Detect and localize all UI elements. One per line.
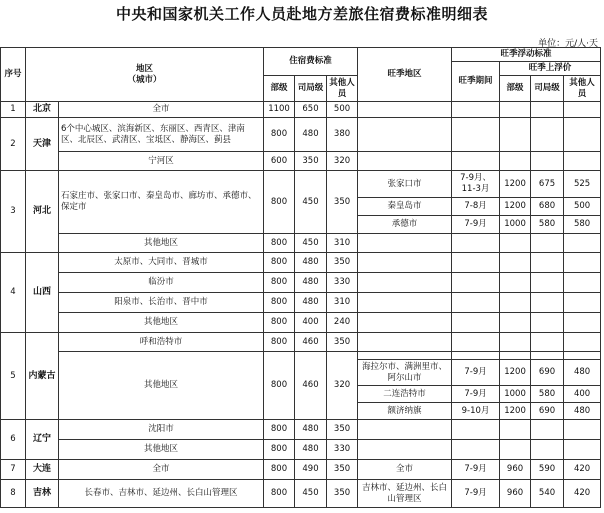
minister-rate: 800 (264, 440, 295, 460)
table-row (1, 171, 601, 198)
other-rate: 350 (327, 171, 358, 234)
area: 全市 (59, 102, 264, 118)
row-seq: 5 (1, 333, 26, 420)
peak-region: 吉林市、延边州、长白山管理区 (358, 480, 452, 508)
peak-minister (500, 352, 531, 360)
area: 石家庄市、张家口市、秦皇岛市、廊坊市、承德市、保定市 (59, 171, 264, 234)
header-peak-upper: 旺季上浮价 (500, 62, 601, 76)
area: 太原市、大同市、晋城市 (59, 253, 264, 273)
other-rate: 240 (327, 313, 358, 333)
other-rate: 350 (327, 420, 358, 440)
peak-minister (500, 440, 531, 460)
peak-region: 海拉尔市、满洲里市、阿尔山市 (358, 360, 452, 386)
table-row (1, 152, 601, 171)
peak-bureau (531, 293, 564, 313)
peak-other: 480 (564, 360, 601, 386)
peak-period (452, 440, 500, 460)
peak-period: 7-9月 (452, 360, 500, 386)
peak-other (564, 333, 601, 352)
peak-minister (500, 118, 531, 152)
header-minister: 部级 (264, 76, 295, 102)
peak-minister (500, 313, 531, 333)
peak-minister: 1200 (500, 198, 531, 216)
minister-rate: 800 (264, 253, 295, 273)
table-row (1, 333, 601, 352)
peak-region: 张家口市 (358, 171, 452, 198)
minister-rate: 800 (264, 460, 295, 480)
peak-region (358, 118, 452, 152)
peak-minister (500, 234, 531, 253)
table-row (1, 293, 601, 313)
bureau-rate: 480 (295, 440, 327, 460)
other-rate: 350 (327, 333, 358, 352)
peak-other: 580 (564, 216, 601, 234)
bureau-rate: 480 (295, 118, 327, 152)
bureau-rate: 400 (295, 313, 327, 333)
peak-bureau: 590 (531, 460, 564, 480)
peak-bureau (531, 420, 564, 440)
row-seq: 3 (1, 171, 26, 253)
peak-other: 480 (564, 403, 601, 420)
peak-other (564, 313, 601, 333)
peak-region: 承德市 (358, 216, 452, 234)
peak-region (358, 313, 452, 333)
table-row (1, 118, 601, 152)
province: 北京 (26, 102, 59, 118)
peak-region (358, 253, 452, 273)
bureau-rate: 450 (295, 234, 327, 253)
peak-other (564, 440, 601, 460)
table-row (1, 234, 601, 253)
peak-period: 7-9月、11-3月 (452, 171, 500, 198)
peak-period: 9-10月 (452, 403, 500, 420)
peak-minister (500, 333, 531, 352)
province: 天津 (26, 118, 59, 171)
peak-minister (500, 293, 531, 313)
peak-region: 额济纳旗 (358, 403, 452, 420)
area: 其他地区 (59, 440, 264, 460)
peak-region (358, 420, 452, 440)
peak-other (564, 102, 601, 118)
other-rate: 350 (327, 480, 358, 508)
table-row (1, 253, 601, 273)
peak-other (564, 420, 601, 440)
row-seq: 8 (1, 480, 26, 508)
peak-period (452, 253, 500, 273)
area: 阳泉市、长治市、晋中市 (59, 293, 264, 313)
peak-minister: 1200 (500, 360, 531, 386)
peak-bureau: 680 (531, 198, 564, 216)
peak-bureau (531, 352, 564, 360)
header-p-minister: 部级 (500, 76, 531, 102)
peak-bureau (531, 152, 564, 171)
peak-other (564, 352, 601, 360)
other-rate: 320 (327, 152, 358, 171)
other-rate: 330 (327, 440, 358, 460)
header-peak-period: 旺季期间 (452, 62, 500, 102)
peak-period (452, 152, 500, 171)
peak-bureau: 690 (531, 360, 564, 386)
header-p-bureau: 司局级 (531, 76, 564, 102)
bureau-rate: 490 (295, 460, 327, 480)
header-region-sub: （城市） (127, 74, 162, 85)
minister-rate: 800 (264, 118, 295, 152)
peak-other: 420 (564, 480, 601, 508)
peak-minister (500, 253, 531, 273)
header-region-label: 地区 (136, 63, 154, 74)
peak-other (564, 234, 601, 253)
area: 临汾市 (59, 273, 264, 293)
header-bureau: 司局级 (295, 76, 327, 102)
minister-rate: 800 (264, 293, 295, 313)
area: 呼和浩特市 (59, 333, 264, 352)
peak-minister: 1200 (500, 403, 531, 420)
header-region (26, 48, 264, 102)
peak-period (452, 118, 500, 152)
minister-rate: 800 (264, 352, 295, 420)
peak-bureau (531, 253, 564, 273)
peak-region (358, 293, 452, 313)
peak-other: 525 (564, 171, 601, 198)
bureau-rate: 350 (295, 152, 327, 171)
area: 6个中心城区、滨海新区、东丽区、西青区、津南区、北辰区、武清区、宝坻区、静海区、蓟县 (59, 118, 264, 152)
peak-other (564, 293, 601, 313)
peak-other (564, 152, 601, 171)
other-rate: 500 (327, 102, 358, 118)
province: 河北 (26, 171, 59, 253)
table-row (1, 313, 601, 333)
peak-bureau (531, 313, 564, 333)
peak-minister: 1000 (500, 216, 531, 234)
row-seq: 1 (1, 102, 26, 118)
bureau-rate: 480 (295, 420, 327, 440)
other-rate: 330 (327, 273, 358, 293)
peak-period (452, 352, 500, 360)
peak-bureau (531, 234, 564, 253)
peak-bureau (531, 333, 564, 352)
peak-minister (500, 102, 531, 118)
bureau-rate: 460 (295, 333, 327, 352)
table-row (1, 420, 601, 440)
unit-label: 单位：元/人·天 (538, 39, 598, 49)
peak-region (358, 273, 452, 293)
peak-period: 7-9月 (452, 386, 500, 403)
bureau-rate: 450 (295, 171, 327, 234)
header-peak-float: 旺季浮动标准 (452, 48, 601, 62)
row-seq: 7 (1, 460, 26, 480)
header-seq: 序号 (1, 48, 26, 102)
bureau-rate: 480 (295, 293, 327, 313)
peak-bureau: 675 (531, 171, 564, 198)
province: 大连 (26, 460, 59, 480)
area: 其他地区 (59, 313, 264, 333)
peak-period (452, 333, 500, 352)
minister-rate: 800 (264, 420, 295, 440)
peak-region: 全市 (358, 460, 452, 480)
peak-region (358, 102, 452, 118)
peak-region (358, 234, 452, 253)
bureau-rate: 650 (295, 102, 327, 118)
peak-region (358, 152, 452, 171)
province: 内蒙古 (26, 333, 59, 420)
peak-period (452, 420, 500, 440)
peak-region (358, 440, 452, 460)
minister-rate: 1100 (264, 102, 295, 118)
minister-rate: 800 (264, 171, 295, 234)
table-row (1, 102, 601, 118)
bureau-rate: 480 (295, 273, 327, 293)
area: 宁河区 (59, 152, 264, 171)
bureau-rate: 450 (295, 480, 327, 508)
peak-region (358, 333, 452, 352)
peak-region: 秦皇岛市 (358, 198, 452, 216)
minister-rate: 800 (264, 480, 295, 508)
header-other: 其他人员 (327, 76, 358, 102)
peak-minister: 1000 (500, 386, 531, 403)
peak-bureau (531, 440, 564, 460)
peak-other (564, 118, 601, 152)
other-rate: 380 (327, 118, 358, 152)
province: 山西 (26, 253, 59, 333)
peak-minister (500, 420, 531, 440)
peak-period (452, 102, 500, 118)
other-rate: 350 (327, 460, 358, 480)
peak-region (358, 352, 452, 360)
peak-period (452, 273, 500, 293)
page-title: 中央和国家机关工作人员赴地方差旅住宿费标准明细表 (115, 5, 488, 23)
peak-bureau (531, 273, 564, 293)
header-p-other: 其他人员 (564, 76, 601, 102)
peak-bureau: 690 (531, 403, 564, 420)
other-rate: 310 (327, 293, 358, 313)
peak-period (452, 313, 500, 333)
peak-period: 7-9月 (452, 480, 500, 508)
table-row (1, 480, 601, 508)
peak-minister: 960 (500, 460, 531, 480)
peak-period (452, 293, 500, 313)
header-lodging: 住宿费标准 (264, 48, 358, 76)
peak-minister: 1200 (500, 171, 531, 198)
other-rate: 320 (327, 352, 358, 420)
peak-period: 7-9月 (452, 460, 500, 480)
header-peak-region: 旺季地区 (358, 48, 452, 102)
peak-bureau: 580 (531, 386, 564, 403)
row-seq: 2 (1, 118, 26, 171)
peak-period (452, 234, 500, 253)
minister-rate: 600 (264, 152, 295, 171)
peak-minister: 960 (500, 480, 531, 508)
other-rate: 350 (327, 253, 358, 273)
table-row (1, 460, 601, 480)
province: 吉林 (26, 480, 59, 508)
peak-other: 400 (564, 386, 601, 403)
table-row (1, 352, 601, 360)
bureau-rate: 480 (295, 253, 327, 273)
area: 长春市、吉林市、延边州、长白山管理区 (59, 480, 264, 508)
peak-minister (500, 152, 531, 171)
peak-bureau: 580 (531, 216, 564, 234)
table-row (1, 273, 601, 293)
minister-rate: 800 (264, 234, 295, 253)
peak-bureau: 540 (531, 480, 564, 508)
peak-other (564, 253, 601, 273)
peak-other: 500 (564, 198, 601, 216)
lodging-standards-table (0, 47, 601, 508)
peak-period: 7-9月 (452, 216, 500, 234)
peak-minister (500, 273, 531, 293)
area: 沈阳市 (59, 420, 264, 440)
province: 辽宁 (26, 420, 59, 460)
peak-region: 二连浩特市 (358, 386, 452, 403)
row-seq: 4 (1, 253, 26, 333)
other-rate: 310 (327, 234, 358, 253)
table-row (1, 440, 601, 460)
peak-other (564, 273, 601, 293)
minister-rate: 800 (264, 333, 295, 352)
minister-rate: 800 (264, 273, 295, 293)
peak-bureau (531, 118, 564, 152)
peak-period: 7-8月 (452, 198, 500, 216)
bureau-rate: 460 (295, 352, 327, 420)
area: 其他地区 (59, 234, 264, 253)
peak-other: 420 (564, 460, 601, 480)
peak-bureau (531, 102, 564, 118)
row-seq: 6 (1, 420, 26, 460)
minister-rate: 800 (264, 313, 295, 333)
area: 全市 (59, 460, 264, 480)
area: 其他地区 (59, 352, 264, 420)
